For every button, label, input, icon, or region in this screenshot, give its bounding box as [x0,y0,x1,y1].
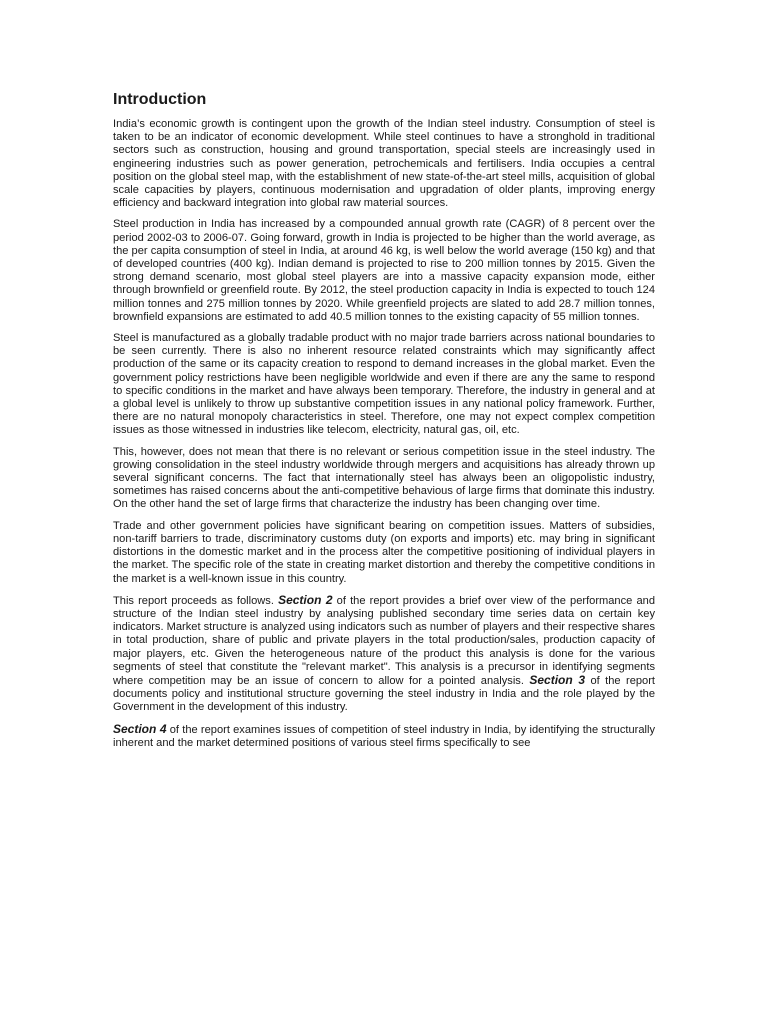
paragraph-5: Trade and other government policies have significant bearing on competition issues. Matters of subsidies, non-tariff barriers to trade, discriminatory customs duty (on exports and imports) etc. may bring in significant distortions in the domestic market and in the process alter the competitive positioning of individual players in the market. The specific role of the state in creating market distortion and thereby the competitive conditions in the market is a well-known issue in this country. [113,519,655,585]
paragraph-7-text: of the report examines issues of competition of steel industry in India, by identifying the structurally inherent and the market determined positions of various steel firms specifically to see [113,723,655,749]
document-page [113,90,655,758]
paragraph-2: Steel production in India has increased by a compounded annual growth rate (CAGR) of 8 percent over the period 2002-03 to 2006-07. Going forward, growth in India is projected to be higher than the world average, as the per capita consumption of steel in India, at around 46 kg, is well below the world average (150 kg) and that of developed countries (400 kg). Indian demand is projected to rise to 200 million tonnes by 2015. Given the strong demand scenario, most global steel players are into a massive capacity expansion mode, either through brownfield or greenfield route. By 2012, the steel production capacity in India is expected to touch 124 million tonnes and 275 million tonnes by 2020. While greenfield projects are slated to add 28.7 million tonnes, brownfield expansions are estimated to add 40.5 million tonnes to the existing capacity of 55 million tonnes. [113,218,655,323]
section-2-reference: Section 2 [278,592,333,607]
paragraph-4: This, however, does not mean that there is no relevant or serious competition issue in the steel industry. The growing consolidation in the steel industry worldwide through mergers and acquisitions has already thrown up several significant concerns. The fact that internationally steel has always been an oligopolistic industry, sometimes has raised concerns about the anti-competitive behavious of large firms that dominate this industry. On the other hand the set of large firms that characterize the industry has been changing over time. [113,445,655,511]
paragraph-3: Steel is manufactured as a globally tradable product with no major trade barriers across national boundaries to be seen currently. There is also no inherent resource related constraints which may significantly affect production of the same or its capacity creation to respond to demand increases in the global market. Even the government policy restrictions have been negligible worldwide and even if there are any the same to respond to specific conditions in the market and have always been temporary. Therefore, the industry in general and at a global level is unlikely to throw up substantive competition issues in any national policy framework. Further, there are no natural monopoly characteristics in steel. Therefore, one may not expect complex competition issues as those witnessed in industries like telecom, electricity, natural gas, oil, etc. [113,332,655,437]
paragraph-7 [113,723,655,750]
paragraph-6-text-b: of the report provides a brief over view of the performance and structure of the Indian steel industry by analysing published secondary time series data on certain key indicators. Market structure is analyzed using indicators such as number of players and their respective shares in total production, share of public and private players in the total production/sales, production capacity of major players, etc. Given the heterogeneous nature of the product this analysis is done for the various segments of steel that constitute the "relevant market". This analysis is a precursor in identifying segments where competition may be an issue of concern to allow for a pointed analysis. [113,594,656,687]
section-3-reference: Section 3 [529,672,586,687]
paragraph-1: India’s economic growth is contingent upon the growth of the Indian steel industry. Consumption of steel is taken to be an indicator of economic development. While steel continues to have a stronghold in traditional sectors such as construction, housing and ground transportation, special steels are increasingly used in engineering industries such as power generation, petrochemicals and fertilisers. India occupies a central position on the global steel map, with the establishment of new state-of-the-art steel mills, acquisition of global scale capacities by players, continuous modernisation and upgradation of older plants, improving energy efficiency and backward integration into global raw material sources. [113,118,655,210]
paragraph-6 [113,594,655,715]
section-4-reference: Section 4 [113,721,167,736]
paragraph-6-text-c: of the report documents policy and institutional structure governing the steel industry in India and the role played by the Government in the development of this industry. [113,674,655,714]
section-heading: Introduction [113,91,207,108]
paragraph-6-text-a: This report proceeds as follows. [113,594,279,607]
